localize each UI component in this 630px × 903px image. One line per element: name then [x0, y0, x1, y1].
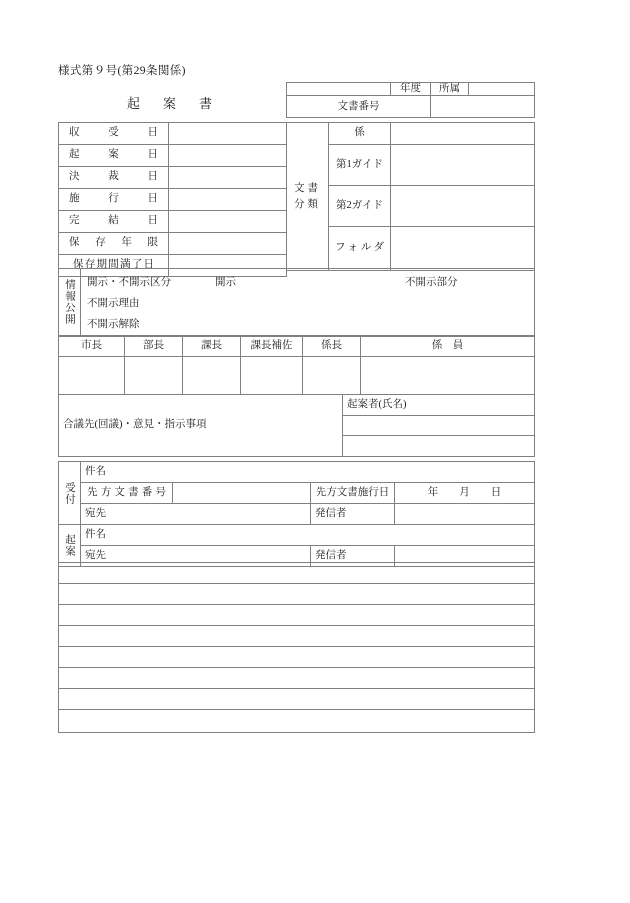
sender-doc-date-label: 先方文書施行日: [311, 483, 395, 504]
approval-stamp-deputy-section-head[interactable]: [241, 357, 303, 395]
blank-row-7[interactable]: [59, 689, 535, 710]
date-value-decision[interactable]: [169, 167, 287, 189]
fiscal-year-value[interactable]: [287, 83, 391, 96]
approval-col-staff: 係 員: [361, 337, 535, 357]
fiscal-year-row: [287, 83, 535, 96]
classification-value-folder[interactable]: [391, 227, 535, 271]
date-value-receipt[interactable]: [169, 123, 287, 145]
table-row: [59, 563, 535, 584]
disclosure-row: [59, 269, 535, 336]
drafter-label: 起案者(氏名): [343, 395, 535, 416]
classification-label: 文書分類: [287, 123, 329, 271]
disclosure-content: [81, 269, 535, 336]
doc-number-label: 文書番号: [287, 96, 431, 118]
reception-subject-field[interactable]: [81, 462, 535, 483]
draft-addressee-label: 宛先: [85, 549, 106, 561]
consultation-header-row: [59, 395, 535, 416]
classification-label-folder: フォルダ: [329, 227, 391, 271]
blank-row-4[interactable]: [59, 626, 535, 647]
sender-doc-date-value[interactable]: 年 月 日: [395, 483, 535, 504]
approval-stamp-section-head[interactable]: [183, 357, 241, 395]
table-row: [59, 189, 287, 211]
table-row: [59, 167, 287, 189]
reception-originator-label: 発信者: [311, 504, 395, 525]
classification-label-guide2: 第2ガイド: [329, 186, 391, 227]
table-row: [59, 689, 535, 710]
date-value-retention-period[interactable]: [169, 233, 287, 255]
draft-subject-field[interactable]: [81, 525, 535, 546]
approval-col-deputy-section-head: 課長補佐: [241, 337, 303, 357]
doc-number-row: [287, 96, 535, 118]
draft-originator-label: 発信者: [311, 546, 395, 567]
header-block: [286, 82, 535, 118]
classification-table: [286, 122, 535, 271]
disclosure-line-release: [87, 314, 534, 335]
reception-sender-doc-row: [59, 483, 535, 504]
date-value-completion[interactable]: [169, 211, 287, 233]
table-row: [59, 233, 287, 255]
classification-label-guide1: 第1ガイド: [329, 145, 391, 186]
doc-number-value[interactable]: [431, 96, 535, 118]
classification-label-section: 係: [329, 123, 391, 145]
sender-doc-number-value[interactable]: [173, 483, 311, 504]
date-value-draft[interactable]: [169, 145, 287, 167]
consultation-field[interactable]: [59, 395, 343, 457]
table-row: [59, 668, 535, 689]
approval-stamp-department-head[interactable]: [125, 357, 183, 395]
disclosure-option-open[interactable]: 開示: [215, 276, 236, 288]
form-number: 様式第９号(第29条関係): [58, 65, 186, 77]
sender-doc-number-label: 先方文書番号: [81, 483, 173, 504]
table-row: [59, 647, 535, 668]
table-row: [59, 710, 535, 733]
approval-stamp-row: [59, 357, 535, 395]
fiscal-year-label: 年度: [391, 83, 431, 96]
approval-col-chief: 係長: [303, 337, 361, 357]
approval-stamp-staff[interactable]: [361, 357, 535, 395]
table-row: [59, 584, 535, 605]
classification-value-guide1[interactable]: [391, 145, 535, 186]
reception-subject-row: [59, 462, 535, 483]
blank-writing-rows: [58, 562, 535, 733]
disclosure-reason-label: 不開示理由: [87, 297, 140, 309]
disclosure-release-label: 不開示解除: [87, 318, 140, 330]
approval-stamp-mayor[interactable]: [59, 357, 125, 395]
approval-col-section-head: 課長: [183, 337, 241, 357]
date-fields-table: [58, 122, 287, 277]
reception-label: 受付: [59, 462, 81, 525]
disclosure-label: 情報公開: [59, 269, 81, 336]
table-row: [59, 123, 287, 145]
affiliation-value[interactable]: [469, 83, 535, 96]
date-label-retention-expiry: 保存期間満了日: [73, 259, 154, 271]
date-label-execution: 施行日: [69, 193, 158, 205]
page-title: 起 案 書: [126, 96, 217, 111]
draft-subject-row: [59, 525, 535, 546]
reception-originator-value[interactable]: [395, 504, 535, 525]
date-label-decision: 決裁日: [69, 171, 158, 183]
date-value-execution[interactable]: [169, 189, 287, 211]
drafter-value-2[interactable]: [343, 436, 535, 457]
date-label-receipt: 収受日: [69, 127, 158, 139]
disclosure-table: [58, 268, 535, 336]
consultation-table: [58, 394, 535, 457]
drafter-value-1[interactable]: [343, 416, 535, 436]
reception-subject-label: 件名: [85, 465, 106, 477]
table-row: [59, 211, 287, 233]
draft-subject-label: 件名: [85, 528, 106, 540]
table-row: [59, 605, 535, 626]
reception-addressee-field[interactable]: [81, 504, 311, 525]
date-label-retention-period: 保存年限: [69, 237, 158, 249]
reception-draft-table: [58, 461, 535, 567]
disclosure-line-reason: [87, 293, 534, 314]
classification-row-section: [287, 123, 535, 145]
blank-row-2[interactable]: [59, 584, 535, 605]
approval-col-department-head: 部長: [125, 337, 183, 357]
approval-col-mayor: 市長: [59, 337, 125, 357]
approval-stamp-chief[interactable]: [303, 357, 361, 395]
blank-row-5[interactable]: [59, 647, 535, 668]
reception-addressee-row: [59, 504, 535, 525]
blank-row-1[interactable]: [59, 563, 535, 584]
disclosure-category-label: 開示・不開示区分: [87, 276, 171, 288]
classification-value-section[interactable]: [391, 123, 535, 145]
disclosure-line-category: [87, 272, 534, 293]
blank-row-3[interactable]: [59, 605, 535, 626]
table-row: [59, 626, 535, 647]
blank-row-8[interactable]: [59, 710, 535, 733]
approval-header-row: [59, 337, 535, 357]
disclosure-option-closed-part[interactable]: 不開示部分: [405, 276, 458, 288]
affiliation-label: 所属: [431, 83, 469, 96]
classification-value-guide2[interactable]: [391, 186, 535, 227]
date-label-completion: 完結日: [69, 215, 158, 227]
reception-addressee-label: 宛先: [85, 507, 106, 519]
date-label-draft: 起案日: [69, 149, 158, 161]
draft-label: 起案: [59, 525, 81, 567]
blank-row-6[interactable]: [59, 668, 535, 689]
consultation-label: 合議先(回議)・意見・指示事項: [63, 419, 207, 431]
table-row: [59, 145, 287, 167]
approval-table: [58, 336, 535, 395]
